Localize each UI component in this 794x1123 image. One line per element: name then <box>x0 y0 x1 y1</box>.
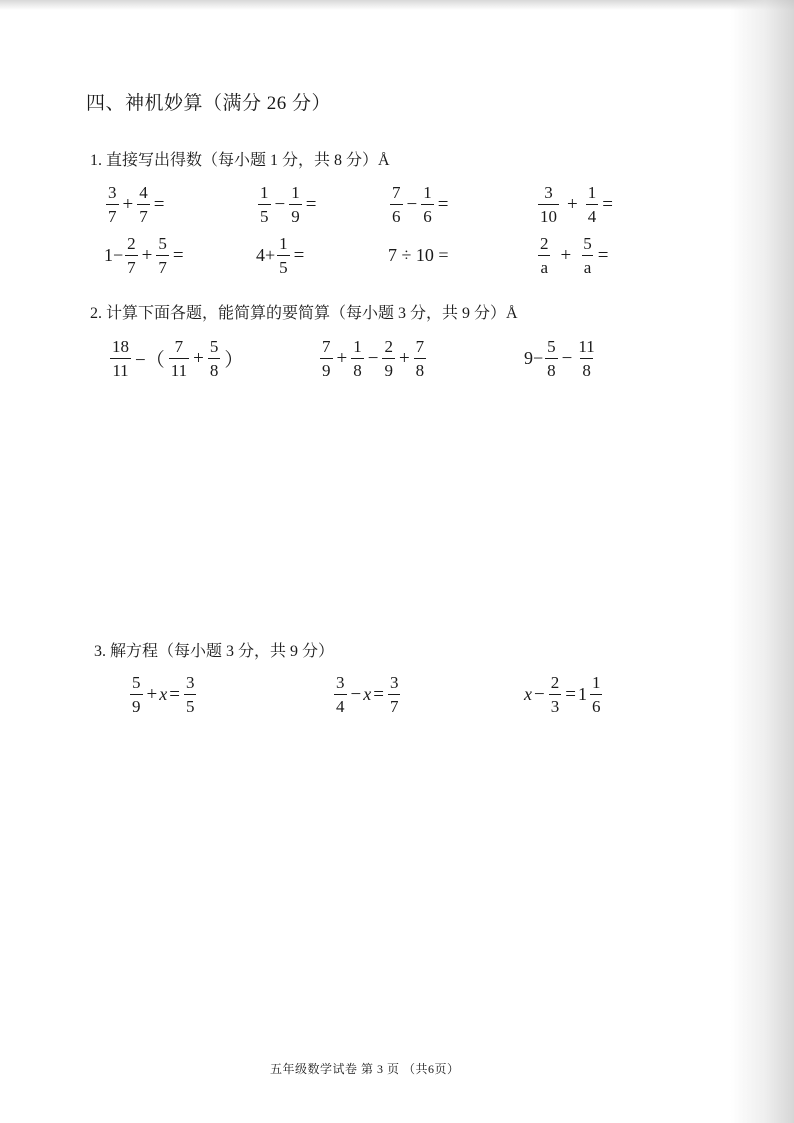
fraction <box>277 235 290 276</box>
numerator: 3 <box>389 673 399 692</box>
variable: x <box>159 684 168 704</box>
numerator: 4 <box>139 183 148 202</box>
fraction <box>289 184 302 225</box>
numerator: 7 <box>322 337 331 356</box>
numerator: 1 <box>260 183 269 202</box>
fraction <box>382 338 395 379</box>
denominator: 7 <box>137 204 150 225</box>
equals-sign: = <box>597 244 609 266</box>
fraction <box>137 184 150 225</box>
fraction <box>106 184 119 225</box>
denominator: 11 <box>169 358 189 379</box>
numerator: 2 <box>384 337 393 356</box>
numerator: 1 <box>279 234 288 253</box>
numerator: 7 <box>174 337 184 356</box>
fraction <box>421 184 434 225</box>
denominator: 9 <box>130 694 143 715</box>
equals-sign: = <box>293 244 305 266</box>
fraction <box>208 338 221 379</box>
closing-parenthesis: ） <box>224 350 244 371</box>
q2-item-2 <box>318 338 428 379</box>
mixed-number <box>578 674 605 715</box>
numerator: 7 <box>415 337 425 356</box>
denominator: 8 <box>580 358 593 379</box>
numerator: 5 <box>209 337 219 356</box>
equals-sign: = <box>437 193 449 215</box>
numerator: 3 <box>544 183 553 202</box>
q2-heading: 2. 计算下面各题，能简算的要简算（每小题 3 分，共 9 分）Å <box>90 305 518 322</box>
equals-sign: = <box>565 683 576 705</box>
denominator: 5 <box>277 255 290 276</box>
fraction <box>581 235 594 276</box>
denominator: 5 <box>184 694 197 715</box>
numerator: 5 <box>583 234 592 253</box>
scan-top-edge <box>0 0 794 10</box>
q3-item-3 <box>524 674 604 715</box>
denominator: 4 <box>586 204 599 225</box>
fraction <box>351 338 364 379</box>
fraction <box>334 674 347 715</box>
equals-sign: = <box>153 193 165 215</box>
denominator: 8 <box>351 358 364 379</box>
denominator: 11 <box>110 358 130 379</box>
denominator: 7 <box>156 255 169 276</box>
q1-item-1 <box>104 184 166 225</box>
fraction <box>125 235 138 276</box>
fraction <box>169 338 189 379</box>
denominator: 9 <box>382 358 395 379</box>
denominator: 7 <box>125 255 138 276</box>
q3-heading: 3. 解方程（每小题 3 分，共 9 分） <box>94 643 335 660</box>
numerator: 2 <box>540 234 549 253</box>
fraction <box>110 338 131 379</box>
operator: + <box>122 193 134 215</box>
variable: x <box>524 684 532 704</box>
denominator: 6 <box>421 204 434 225</box>
fraction <box>538 184 559 225</box>
q2-item-3 <box>524 338 599 379</box>
fraction <box>390 184 403 225</box>
q1-item-3 <box>388 184 450 225</box>
fraction <box>258 184 271 225</box>
denominator: 9 <box>320 358 333 379</box>
operator: − <box>350 683 362 705</box>
operator: + <box>567 193 578 215</box>
equals-sign: = <box>172 244 184 266</box>
q1-item-5 <box>104 235 186 276</box>
leading-term: 1− <box>104 245 124 265</box>
fraction <box>320 338 333 379</box>
numerator: 5 <box>158 234 167 253</box>
numerator: 3 <box>336 673 345 692</box>
denominator: a <box>538 255 550 276</box>
fraction <box>388 674 401 715</box>
fraction <box>130 674 143 715</box>
denominator: 6 <box>590 694 603 715</box>
denominator: 7 <box>106 204 119 225</box>
equals-sign: = <box>169 683 180 705</box>
operator: − <box>367 347 379 369</box>
numerator: 11 <box>578 337 595 356</box>
equals-sign: = <box>305 193 317 215</box>
fraction <box>538 235 551 276</box>
fraction <box>576 338 596 379</box>
fraction <box>549 674 562 715</box>
operator: − <box>274 193 286 215</box>
operator: + <box>146 683 158 705</box>
denominator: 8 <box>545 358 558 379</box>
operator: + <box>141 244 153 266</box>
fraction <box>156 235 169 276</box>
fraction <box>414 338 427 379</box>
operator: + <box>398 347 410 369</box>
numerator: 2 <box>127 234 136 253</box>
leading-term: 9− <box>524 348 544 368</box>
equals-sign: = <box>373 683 384 705</box>
numerator: 1 <box>423 183 432 202</box>
numerator: 18 <box>112 337 129 356</box>
numerator: 1 <box>353 337 362 356</box>
denominator: 3 <box>549 694 562 715</box>
q1-item-8 <box>536 235 610 276</box>
q1-heading: 1. 直接写出得数（每小题 1 分，共 8 分）Å <box>90 152 390 169</box>
section-title: 四、神机妙算（满分 26 分） <box>86 93 332 114</box>
q3-item-2 <box>332 674 402 715</box>
division-expression: 7 ÷ 10 = <box>388 245 449 265</box>
q1-item-7 <box>388 245 449 266</box>
denominator: 10 <box>538 204 559 225</box>
denominator: a <box>582 255 594 276</box>
denominator: 4 <box>334 694 347 715</box>
numerator: 5 <box>547 337 556 356</box>
variable: x <box>363 684 372 704</box>
q2-item-1 <box>108 338 245 379</box>
operator: − <box>561 347 573 369</box>
numerator: 3 <box>108 183 117 202</box>
q1-item-6 <box>256 235 306 276</box>
q3-item-1 <box>128 674 198 715</box>
fraction <box>545 338 558 379</box>
numerator: 1 <box>591 673 601 692</box>
operator: + <box>193 347 204 369</box>
numerator: 7 <box>392 183 401 202</box>
denominator: 8 <box>414 358 427 379</box>
leading-term: 4+ <box>256 245 276 265</box>
q1-item-4 <box>536 184 615 225</box>
numerator: 3 <box>185 673 195 692</box>
denominator: 8 <box>208 358 221 379</box>
q1-item-2 <box>256 184 318 225</box>
denominator: 5 <box>258 204 271 225</box>
fraction <box>184 674 197 715</box>
fraction <box>590 674 603 715</box>
numerator: 1 <box>587 183 597 202</box>
equals-sign: = <box>602 193 613 215</box>
numerator: 2 <box>550 673 560 692</box>
numerator: 5 <box>132 673 141 692</box>
whole-part: 1 <box>577 684 587 704</box>
denominator: 9 <box>289 204 302 225</box>
page-footer: 五年级数学试卷 第 3 页 （共6页） <box>270 1062 460 1076</box>
operator: − <box>406 193 418 215</box>
operator: + <box>560 244 572 266</box>
operator: − <box>534 683 545 705</box>
denominator: 6 <box>390 204 403 225</box>
operator: −（ <box>135 350 165 371</box>
numerator: 1 <box>291 183 300 202</box>
operator: + <box>336 347 348 369</box>
fraction <box>586 184 599 225</box>
scan-right-edge <box>730 0 794 1123</box>
denominator: 7 <box>388 694 401 715</box>
